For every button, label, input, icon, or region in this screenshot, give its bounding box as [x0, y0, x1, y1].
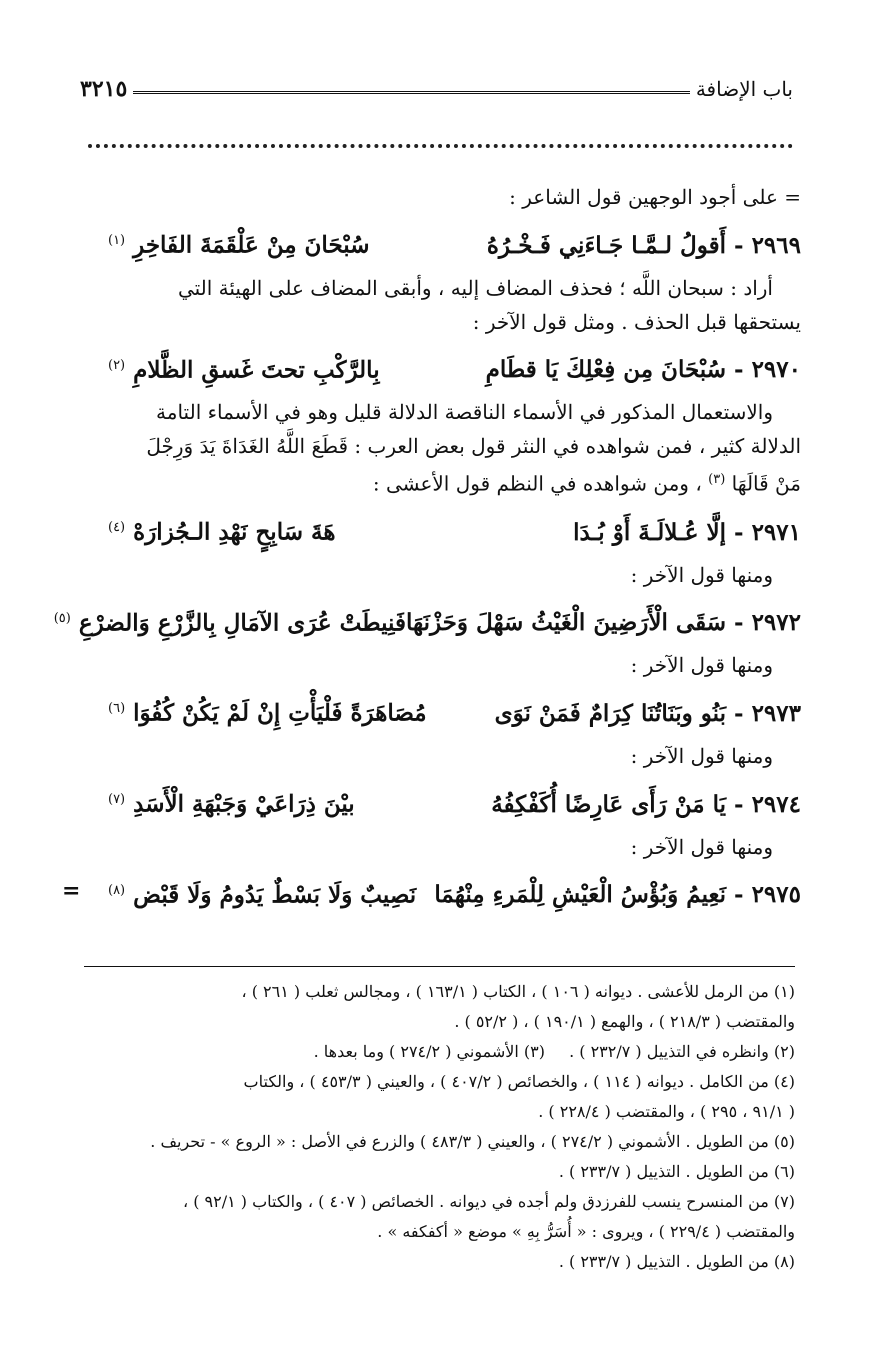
verse-first-hemistich: نَعِيمُ وَبُؤْسُ الْعَيْشِ لِلْمَرءِ مِنْهُمَا [434, 881, 727, 909]
verse-number: ٢٩٧٤ - [734, 790, 801, 818]
verse-second-text: سُبْحَانَ مِنْ عَلْقَمَةَ الفَاخِرِ [133, 231, 370, 259]
verse-first-hemistich: سُبْحَانَ مِن فِعْلِكَ يَا قطَامِ [485, 356, 727, 384]
verse-first-hemistich: بَنُو وبَنَاتُنَا كِرَامٌ فَمَنْ نَوَى [494, 699, 727, 727]
verse-2970 [78, 349, 801, 388]
footnote-line: (٤) من الكامل . ديوانه ( ١١٤ ) ، والخصائص ( ٤٠٧/٢ ) ، والعيني ( ٤٥٣/٣ ) ، والكتاب [243, 1072, 795, 1091]
verse-first-hemistich: يَا مَنْ رَأَى عَارِضًا أُكَفْكِفُهُ [491, 790, 727, 818]
footnote-marker: (٢) [107, 357, 126, 373]
footnote-marker: (٥) [53, 610, 71, 626]
paragraph-text: ، ومن شواهده في النظم قول الأعشى : [372, 471, 702, 496]
footnotes [84, 966, 795, 1277]
footnote-line: والمقتضب ( ٢٢٩/٤ ) ، ويروى : « أُسَرُّ بِهِ » موضع « أكفكفه » . [377, 1222, 795, 1241]
footnote-marker: (١) [107, 233, 126, 248]
footnote-line: (٥) من الطويل . الأشموني ( ٢٧٤/٢ ) ، والعيني ( ٤٨٣/٣ ) والزرع في الأصل : « الروع » - تحريف . [150, 1132, 795, 1151]
verse-2975 [62, 874, 801, 913]
continuation-mark: = [62, 877, 81, 904]
paragraph-line: أراد : سبحان اللَّه ؛ فحذف المضاف إليه ، وأبقى المضاف على الهيئة التي [177, 275, 773, 300]
verse-number: ٢٩٧٢ - [734, 609, 801, 637]
verse-2969 [78, 224, 801, 263]
footnote-marker: (٨) [107, 882, 126, 898]
page-number: ٣٢١٥ [80, 76, 128, 102]
footnote-line: (٧) من المنسرح ينسب للفرزدق ولم أجده في ديوانه . الخصائص ( ٤٠٧ ) ، والكتاب ( ٩٢/١ ) ، [182, 1192, 795, 1211]
paragraph-line: الدلالة كثير ، فمن شواهده في النثر قول بعض العرب : قَطَعَ اللَّهُ الغَدَاةَ يَدَ وَرِجْلَ [146, 434, 801, 459]
header-rule [133, 91, 690, 94]
footnote-2: (٢) وانظره في التذييل ( ٢٣٢/٧ ) . [569, 1042, 795, 1061]
verse-first-hemistich: أَقولُ لـمَّـا جَـاءَنِي فَـخْـرُهُ [486, 231, 727, 259]
verse-number: ٢٩٧١ - [734, 518, 801, 546]
section-title: باب الإضافة [695, 77, 793, 101]
verse-second-text: نَصِيبٌ وَلَا بَسْطٌ يَدُومُ وَلَا قَبْض [133, 881, 417, 909]
verse-second-text: بِالرَّكْبِ تحتَ غَسقِ الظَّلامِ [133, 356, 380, 384]
verse-second-hemistich [24, 602, 406, 641]
footnote-marker: (٣) [708, 472, 726, 488]
footnote-line: (٦) من الطويل . التذييل ( ٢٣٣/٧ ) . [558, 1162, 795, 1181]
verse-second-text: فَنِيطَتْ عُرَى الآمَالِ بِالزَّرْعِ وَالضرْعِ [78, 609, 406, 637]
footnote-3: (٣) الأشموني ( ٢٧٤/٢ ) وما بعدها . [313, 1042, 545, 1061]
paragraph-line: يستحقها قبل الحذف . ومثل قول الآخر : [472, 309, 801, 334]
verse-number: ٢٩٧٠ - [734, 356, 801, 384]
footnote-line: ( ٩١/١ ، ٢٩٥ ) ، والمقتضب ( ٢٢٨/٤ ) . [538, 1102, 795, 1121]
verse-first-hemistich: سَقَى الْأَرَضِينَ الْغَيْثُ سَهْلَ وَحَزْنَهَا [405, 609, 727, 637]
transition-line: ومنها قول الآخر : [630, 562, 773, 587]
verse-first-hemistich: إلَّا عُـلالَـةَ أَوْ بُـدَا [573, 518, 727, 546]
verse-second-hemistich [78, 511, 417, 550]
verse-second-hemistich [78, 874, 417, 913]
transition-line: ومنها قول الآخر : [630, 653, 773, 678]
quote-end: مَنْ قَالَهَا [731, 471, 801, 496]
verse-number: ٢٩٦٩ - [734, 231, 801, 259]
paragraph-line [78, 463, 801, 501]
transition-line: ومنها قول الآخر : [630, 743, 773, 768]
verse-number: ٢٩٧٣ - [734, 699, 801, 727]
verse-second-hemistich [78, 349, 417, 388]
verse-2974 [78, 783, 801, 822]
transition-line: ومنها قول الآخر : [630, 834, 773, 859]
verse-2973 [78, 692, 801, 731]
verse-second-hemistich [78, 783, 417, 822]
intro-line: = على أجود الوجهين قول الشاعر : [509, 185, 801, 209]
verse-2971 [78, 511, 801, 550]
footnote-line: (٨) من الطويل . التذييل ( ٢٣٣/٧ ) . [558, 1252, 795, 1271]
verse-2972 [53, 602, 801, 641]
verse-second-text: مُصَاهَرَةً فَلْيَأْتِ إِنْ لَمْ يَكُنْ كُفُوَا [133, 699, 427, 727]
footnote-line: (١) من الرمل للأعشى . ديوانه ( ١٠٦ ) ، الكتاب ( ١٦٣/١ ) ، ومجالس ثعلب ( ٢٦١ ) ، [241, 982, 795, 1001]
verse-second-hemistich [78, 224, 417, 263]
footnote-marker: (٦) [108, 701, 126, 717]
paragraph-line: والاستعمال المذكور في الأسماء الناقصة الدلالة قليل وهو في الأسماء التامة [156, 400, 773, 425]
footnote-marker: (٧) [107, 791, 126, 807]
verse-second-text: هَةَ سَابِحٍ نَهْدِ الـجُزارَهْ [133, 518, 336, 546]
footnote-line: والمقتضب ( ٢١٨/٣ ) ، والهمع ( ١٩٠/١ ) ، ( ٥٢/٢ ) . [454, 1012, 795, 1031]
dotted-separator [88, 144, 793, 156]
verse-number: ٢٩٧٥ - [734, 881, 801, 909]
main-text [53, 180, 801, 920]
footnote-marker: (٤) [107, 519, 126, 535]
footnote-line [84, 1037, 795, 1067]
verse-second-hemistich [78, 692, 427, 731]
verse-second-text: بيْنَ ذِرَاعَيْ وَجَبْهَةِ الْأَسَدِ [133, 790, 355, 818]
page-header [80, 72, 793, 106]
